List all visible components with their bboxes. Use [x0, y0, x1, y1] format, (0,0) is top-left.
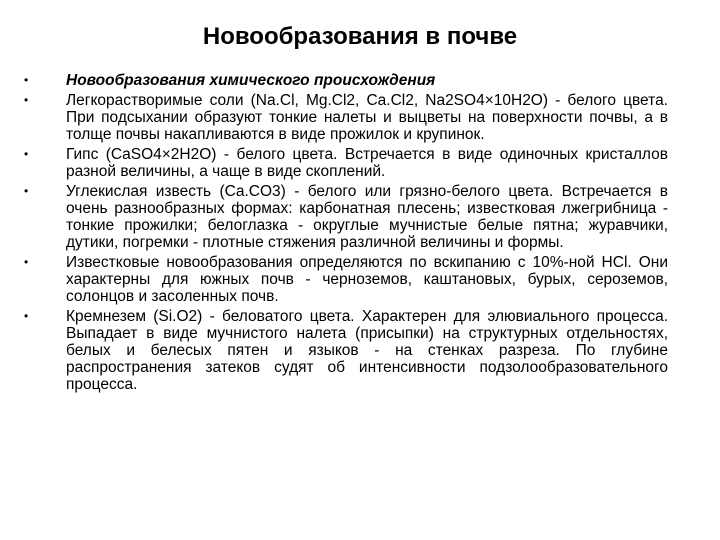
- bullet-item-carbonate-lime: [24, 183, 668, 251]
- bullet-marker: •: [24, 184, 29, 198]
- bullet-list: [24, 72, 668, 396]
- bullet-text: Гипс (CaSO4×2H2O) - белого цвета. Встречается в виде одиночных кристаллов разной величины, а чаще в виде скоплений.: [66, 146, 668, 180]
- bullet-item-chemical-origin: [24, 72, 668, 89]
- bullet-marker: •: [24, 73, 29, 87]
- bullet-text: Новообразования химического происхождения: [66, 72, 436, 89]
- bullet-text: Легкорастворимые соли (Na.Cl, Mg.Cl2, Ca.Cl2, Na2SO4×10H2O) - белого цвета. При подсыхании образуют тонкие налеты и выцветы на поверхности почвы, а в толще почвы накапливаются в виде прожилок и крупинок.: [66, 92, 668, 143]
- bullet-marker: •: [24, 309, 29, 323]
- bullet-item-calcareous-formations: [24, 254, 668, 305]
- bullet-marker: •: [24, 147, 29, 161]
- bullet-text: Кремнезем (Si.O2) - беловатого цвета. Характерен для элювиального процесса. Выпадает в виде мучнистого налета (присыпки) на структурных отдельностях, белых и белесых пятен и языков - на стенках разреза. По глубине распространения затеков судят об интенсивности подзолообразовательного процесса.: [66, 308, 668, 393]
- bullet-marker: •: [24, 93, 29, 107]
- bullet-text: Углекислая известь (Ca.CO3) - белого или грязно-белого цвета. Встречается в очень разнообразных формах: карбонатная плесень; известковая лжегрибница - тонкие прожилки; белоглазка - округлые мучнистые белые пятна; журавчики, дутики, погремки - плотные стяжения различной величины и формы.: [66, 183, 668, 251]
- slide-title: Новообразования в почве: [202, 23, 518, 50]
- bullet-item-silica: [24, 308, 668, 393]
- bullet-text: Известковые новообразования определяются по вскипанию с 10%-ной HCl. Они характерны для южных почв - черноземов, каштановых, бурых, сероземов, солонцов и засоленных почв.: [66, 254, 668, 305]
- bullet-marker: •: [24, 255, 29, 269]
- bullet-item-soluble-salts: [24, 92, 668, 143]
- bullet-item-gypsum: [24, 146, 668, 180]
